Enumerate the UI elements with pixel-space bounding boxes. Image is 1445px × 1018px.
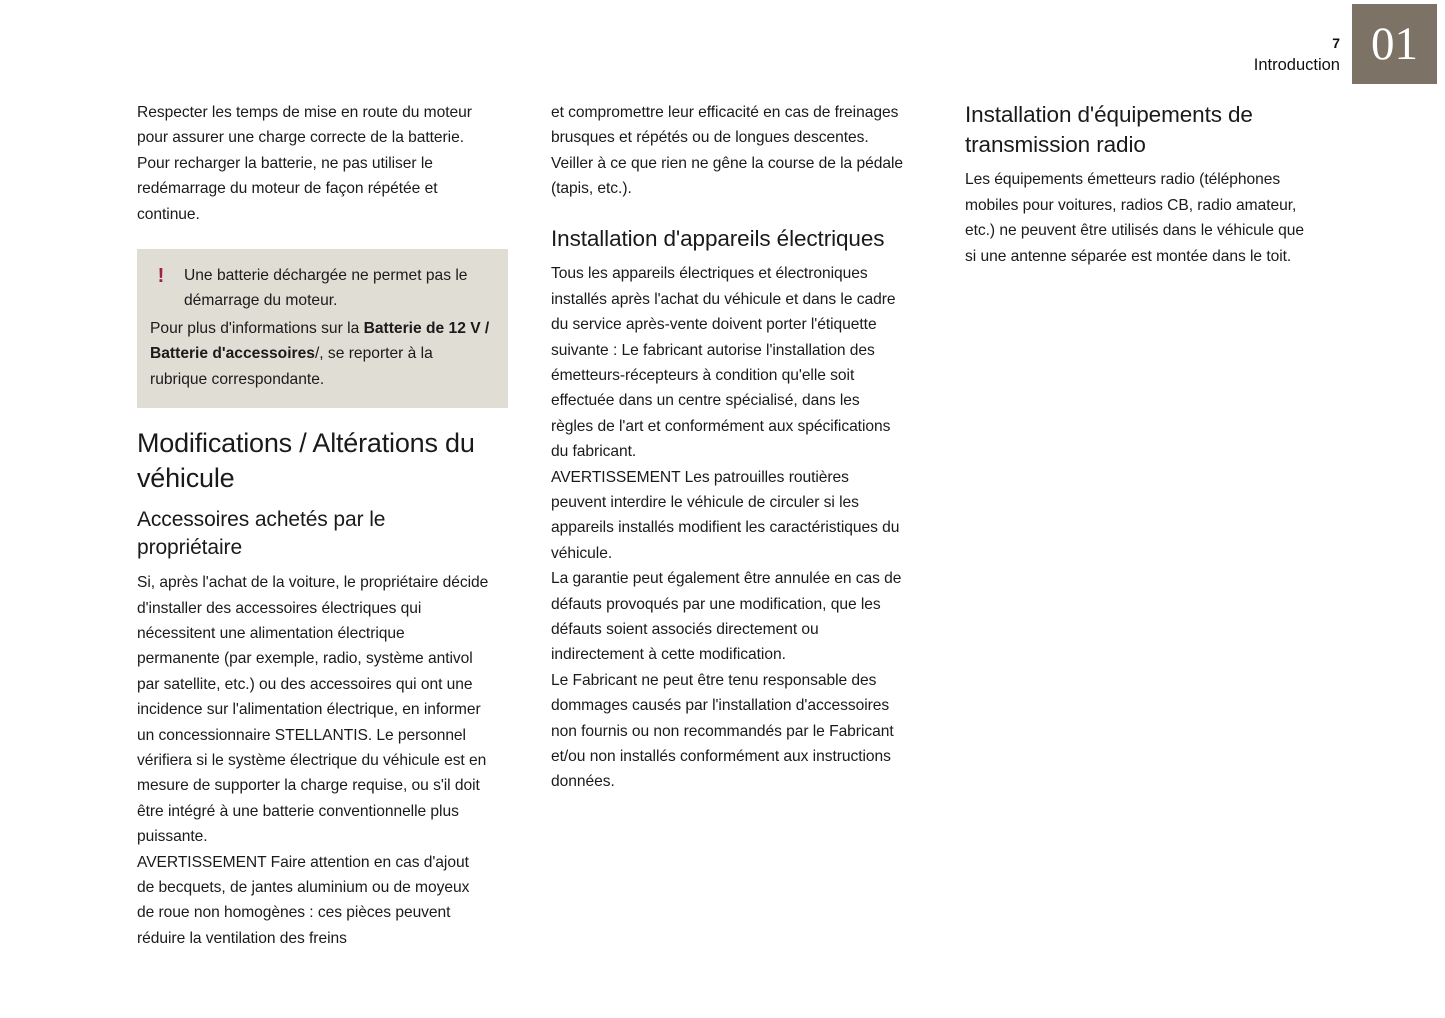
paragraph: AVERTISSEMENT Faire attention en cas d'ajout de becquets, de jantes aluminium ou de moyeux de roue non homogènes : ces pièces peuvent réduire la ventilation des freins [137, 853, 470, 947]
section-title: Introduction [1253, 56, 1340, 74]
note-warning-row [150, 263, 492, 314]
page-header [0, 0, 1445, 88]
paragraph: Veiller à ce que rien ne gêne la course de la pédale (tapis, etc.). [551, 154, 903, 198]
paragraph: Les équipements émetteurs radio (téléphones mobiles pour voitures, radios CB, radio amateur, etc.) ne peuvent être utilisés dans le véhicule que si une antenne séparée est montée dans le toit. [965, 171, 1304, 265]
paragraph: Respecter les temps de mise en route du moteur pour assurer une charge correcte de la batterie. [137, 104, 472, 147]
content-columns [137, 100, 1317, 951]
page-number: 7 [1332, 35, 1340, 51]
paragraph: Pour recharger la batterie, ne pas utiliser le redémarrage du moteur de façon répétée et continue. [137, 154, 438, 223]
paragraph: La garantie peut également être annulée en cas de défauts provoqués par une modification, que les défauts soient associés directement ou indirectement à cette modification. [551, 570, 902, 664]
paragraph: Le Fabricant ne peut être tenu responsable des dommages causés par l'installation d'accessoires non fournis ou non recommandés par le Fabricant et/ou non installés conformément aux instructions données. [551, 671, 894, 791]
header-page-label [1254, 36, 1340, 74]
chapter-tab [1352, 4, 1437, 84]
heading-accessoires: Accessoires achetés par le propriétaire [137, 508, 386, 560]
exclamation-icon: ! [157, 265, 165, 288]
chapter-number: 01 [1371, 17, 1418, 70]
note-reference-bold: Batterie de 12 V / Batterie d'accessoires [150, 319, 490, 363]
note-reference-prefix: Pour plus d'informations sur la [150, 319, 364, 337]
column-2 [551, 100, 903, 951]
note-box [137, 249, 508, 408]
paragraph: AVERTISSEMENT Les patrouilles routières peuvent interdire le véhicule de circuler si les appareils installés modifient les caractéristiques du véhicule. [551, 468, 900, 562]
column-3 [965, 100, 1317, 951]
heading-modifications: Modifications / Altérations du véhicule [137, 428, 475, 494]
paragraph: Tous les appareils électriques et électroniques installés après l'achat du véhicule et dans le cadre du service après-vente doivent porter l'étiquette suivante : Le fabricant autorise l'installation des émetteurs-récepteurs à condition qu'elle soit effectuée dans un centre spécialisé, dans les règles de l'art et conformément aux spécifications du fabricant. [551, 265, 896, 461]
paragraph: Si, après l'achat de la voiture, le propriétaire décide d'installer des accessoires électriques qui nécessitent une alimentation électrique permanente (par exemple, radio, système antivol par satellite, etc.) ou des accessoires qui ont une incidence sur l'alimentation électrique, en informer un concessionnaire STELLANTIS. Le personnel vérifiera si le système électrique du véhicule est en mesure de supporter la charge requise, ou s'il doit être intégré à une batterie conventionnelle plus puissante. [137, 574, 489, 846]
note-reference-text [150, 316, 492, 392]
note-reference-suffix: /, se reporter à la rubrique correspondante. [150, 345, 433, 388]
paragraph: et compromettre leur efficacité en cas de freinages brusques et répétés ou de longues descentes. [551, 104, 899, 147]
heading-transmission-radio: Installation d'équipements de transmission radio [965, 102, 1253, 157]
heading-appareils-electriques: Installation d'appareils électriques [551, 225, 885, 251]
column-1 [137, 100, 489, 951]
note-warning-text: Une batterie déchargée ne permet pas le démarrage du moteur. [184, 267, 468, 310]
